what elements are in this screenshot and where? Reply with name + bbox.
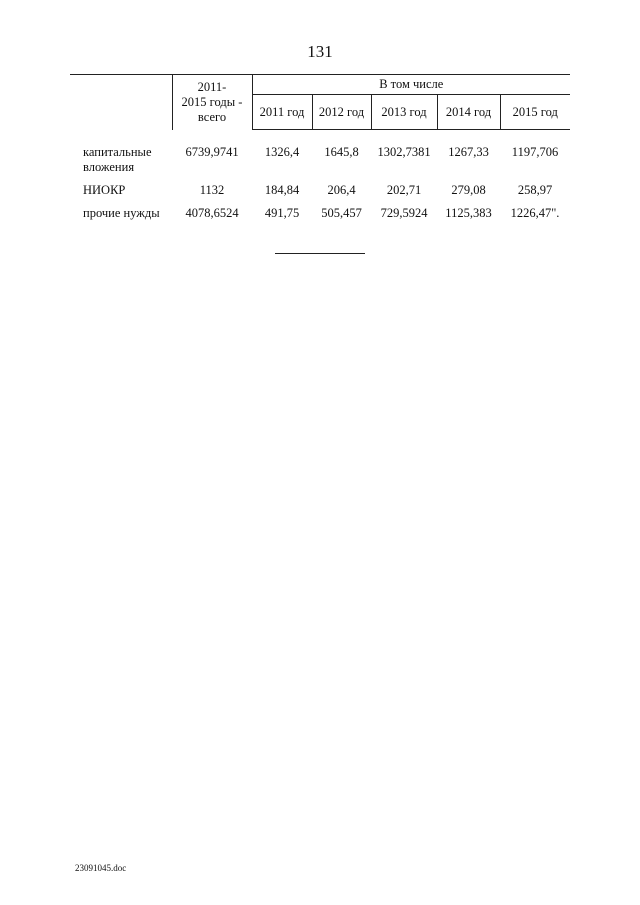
footer-filename: 23091045.doc	[75, 863, 127, 873]
table-body	[70, 130, 570, 229]
header-year: 2011 год	[252, 95, 312, 130]
row-total: 4078,6524	[185, 206, 239, 220]
row-value: 1326,4	[264, 145, 300, 159]
table-row	[70, 182, 570, 205]
row-value: 1197,706	[511, 145, 559, 159]
table-row	[70, 144, 570, 182]
funding-table	[70, 74, 570, 228]
header-label-cell	[70, 75, 172, 130]
table-row	[70, 205, 570, 228]
table-spacer	[70, 130, 570, 145]
table-header	[70, 75, 570, 130]
header-year: 2015 год	[500, 95, 570, 130]
row-label-line: прочие нужды	[83, 206, 160, 220]
row-label	[70, 144, 172, 182]
row-value: 258,97	[517, 183, 553, 197]
funding-table-wrapper	[70, 74, 570, 228]
row-value: 184,84	[264, 183, 300, 197]
row-value: 1645,8	[324, 145, 359, 159]
row-value: 1302,7381	[377, 145, 431, 159]
row-value: 729,5924	[380, 206, 428, 220]
section-separator-line	[275, 253, 365, 254]
header-total-line: 2015 годы -	[181, 94, 243, 109]
row-value: 1267,33	[448, 145, 489, 159]
header-year: 2013 год	[371, 95, 437, 130]
row-total: 6739,9741	[185, 145, 239, 159]
header-row-top	[70, 75, 570, 95]
row-value: 1226,47".	[510, 206, 560, 220]
header-group-label: В том числе	[252, 75, 570, 95]
header-total-line: 2011-	[197, 79, 227, 94]
row-value: 1125,383	[445, 206, 492, 220]
row-total: 1132	[199, 183, 225, 197]
row-value: 206,4	[327, 183, 356, 197]
row-label	[70, 182, 172, 205]
row-value: 505,457	[321, 206, 362, 220]
row-label-line: капитальные	[83, 145, 152, 159]
header-total-line: всего	[197, 109, 227, 124]
row-value: 491,75	[264, 206, 300, 220]
row-label-line: вложения	[83, 160, 135, 174]
row-value: 279,08	[451, 183, 486, 197]
header-total	[172, 75, 252, 130]
header-year: 2014 год	[437, 95, 500, 130]
row-label	[70, 205, 172, 228]
row-label-line: НИОКР	[83, 183, 126, 197]
header-year: 2012 год	[312, 95, 371, 130]
page-number: 131	[307, 42, 333, 61]
row-value: 202,71	[386, 183, 422, 197]
